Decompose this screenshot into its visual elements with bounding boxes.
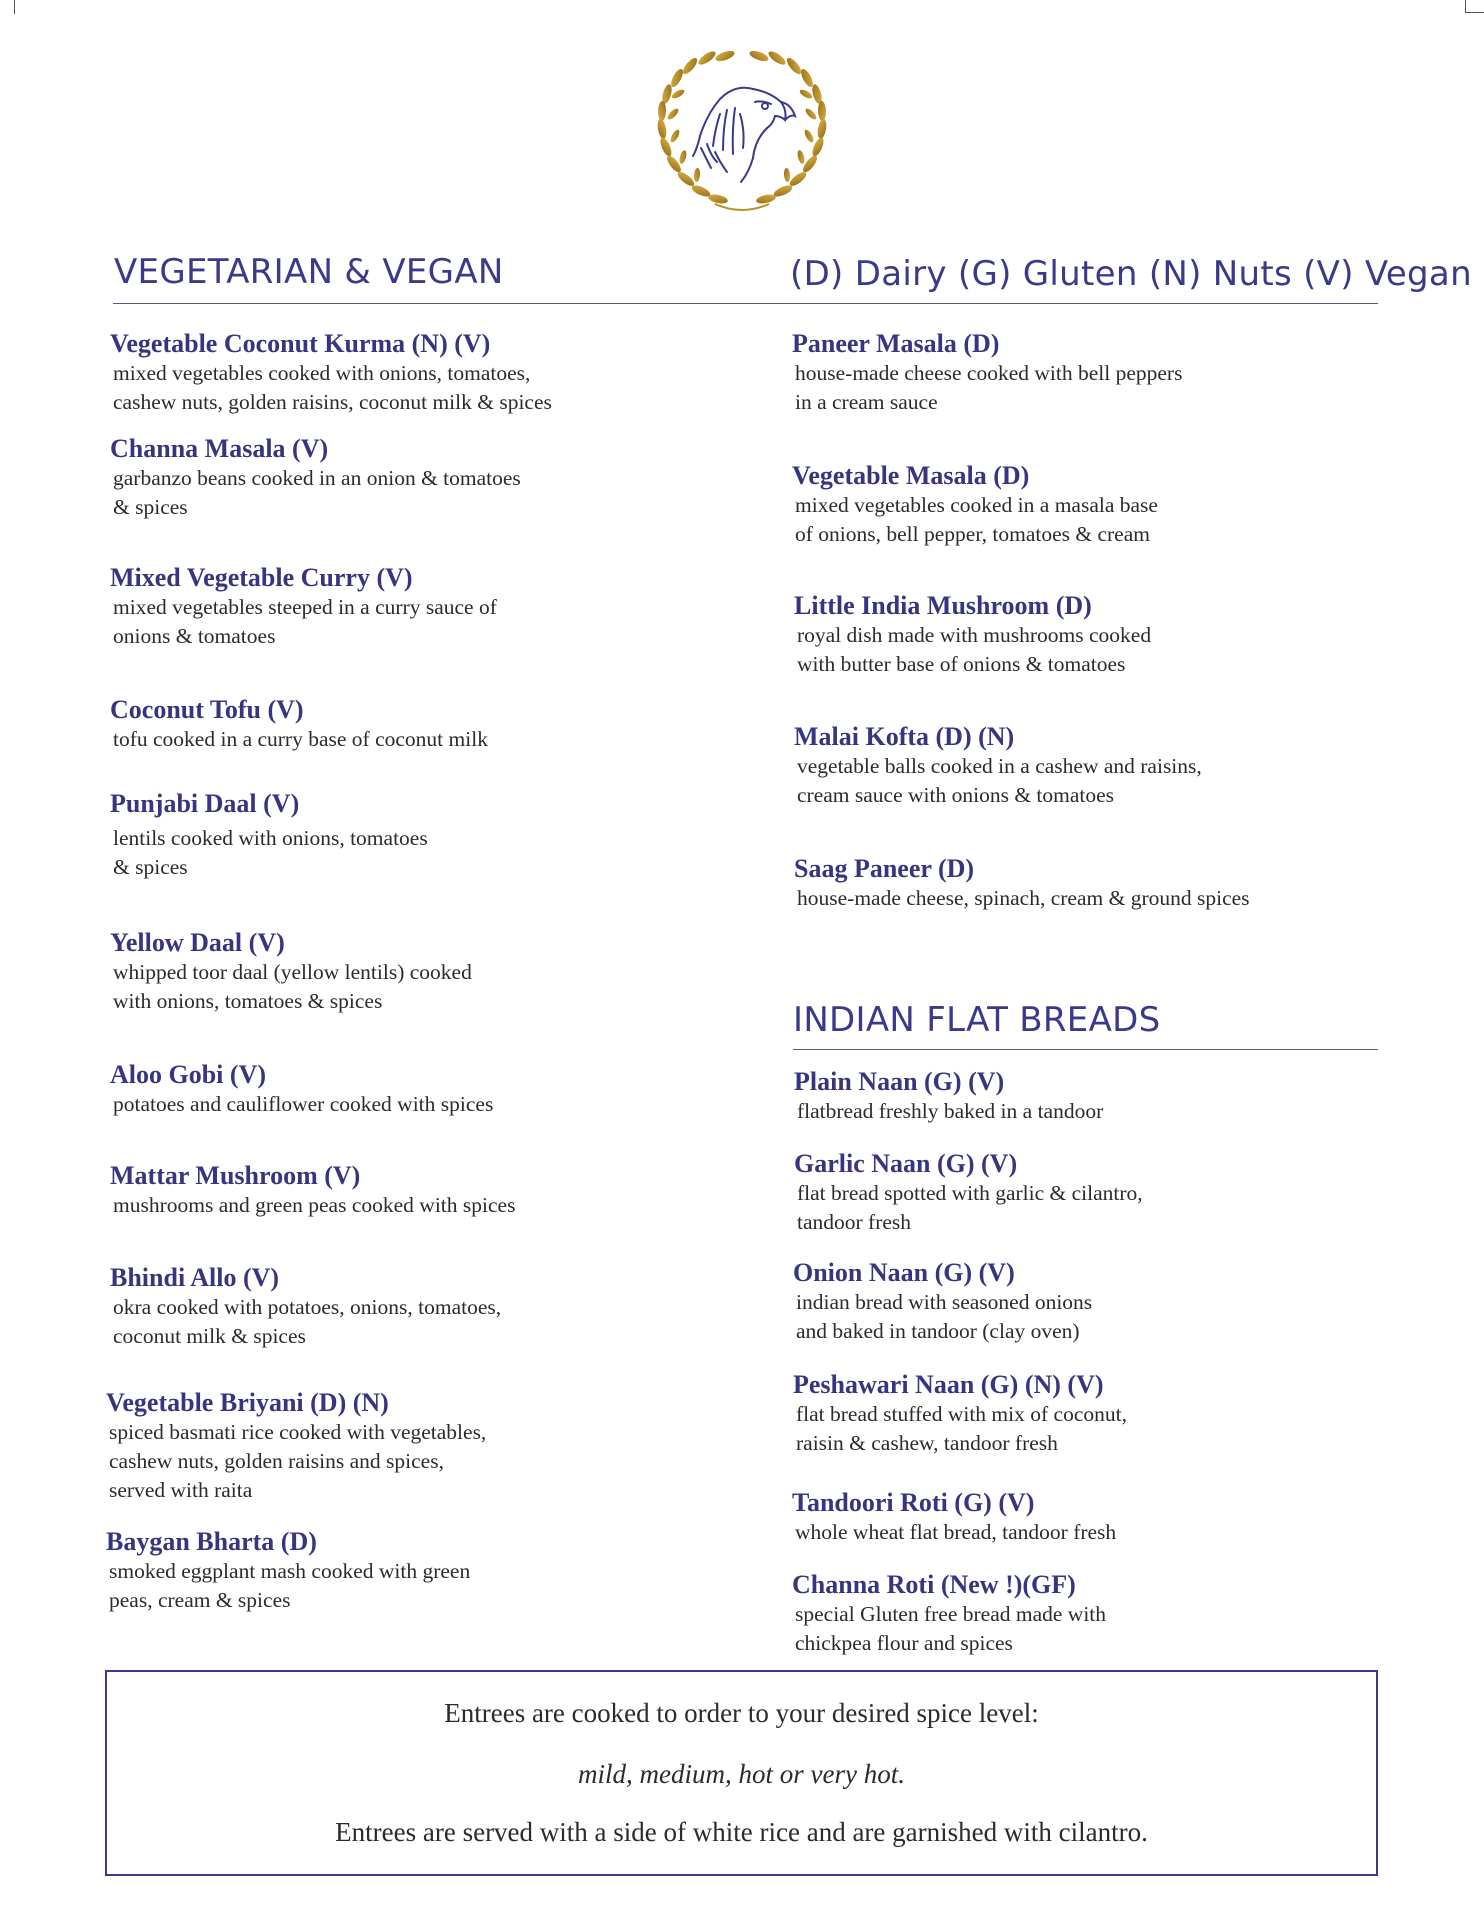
footer-line-rice: Entrees are served with a side of white rice and are garnished with cilantro. (335, 1817, 1148, 1847)
menu-item (794, 592, 1151, 679)
menu-item (794, 855, 1250, 913)
section-title-breads: INDIAN FLAT BREADS (793, 1000, 1161, 1040)
menu-item-description: house-made cheese, spinach, cream & ground spices (797, 886, 1250, 910)
menu-item-description: potatoes and cauliflower cooked with spices (113, 1092, 494, 1116)
menu-item (110, 1162, 515, 1220)
menu-item (792, 1489, 1116, 1547)
menu-item-name: Tandoori Roti (G) (V) (792, 1488, 1035, 1517)
menu-item-name: Punjabi Daal (V) (110, 789, 300, 818)
menu-item (110, 929, 472, 1016)
menu-item (793, 1259, 1092, 1346)
menu-item (792, 462, 1158, 549)
menu-item-description: vegetable balls cooked in a cashew and raisins, cream sauce with onions & tomatoes (797, 754, 1202, 807)
footer-line-levels: mild, medium, hot or very hot. (578, 1759, 905, 1789)
menu-item (110, 1264, 501, 1351)
menu-item-description: whole wheat flat bread, tandoor fresh (795, 1520, 1117, 1544)
footer-line-spice: Entrees are cooked to order to your desired spice level: (444, 1698, 1039, 1728)
menu-item (110, 790, 428, 882)
crop-mark-left (0, 0, 15, 14)
menu-item (110, 330, 552, 417)
menu-item-name: Aloo Gobi (V) (110, 1060, 266, 1089)
menu-item-name: Peshawari Naan (G) (N) (V) (793, 1370, 1104, 1399)
section-divider (113, 303, 1378, 304)
menu-item-description: mushrooms and green peas cooked with spices (113, 1193, 516, 1217)
menu-item-description: mixed vegetables steeped in a curry sauce of onions & tomatoes (113, 595, 497, 648)
menu-item (794, 1068, 1103, 1126)
menu-item-name: Yellow Daal (V) (110, 928, 285, 957)
eagle-laurel-icon (645, 44, 839, 224)
menu-item-name: Coconut Tofu (V) (110, 695, 304, 724)
menu-item (110, 696, 488, 754)
menu-item-description: house-made cheese cooked with bell peppers in a cream sauce (795, 361, 1183, 414)
menu-item-name: Garlic Naan (G) (V) (794, 1149, 1018, 1178)
menu-item (794, 1150, 1143, 1237)
menu-item-description: special Gluten free bread made with chickpea flour and spices (795, 1602, 1107, 1655)
crop-mark-right (1465, 0, 1484, 13)
menu-item-description: lentils cooked with onions, tomatoes & spices (113, 826, 428, 879)
menu-item (106, 1528, 470, 1615)
menu-item-description: garbanzo beans cooked in an onion & tomatoes & spices (113, 466, 521, 519)
menu-item (110, 435, 521, 522)
menu-item-name: Vegetable Masala (D) (792, 461, 1030, 490)
menu-item-name: Malai Kofta (D) (N) (794, 722, 1015, 751)
menu-item (110, 1061, 493, 1119)
menu-item-name: Vegetable Coconut Kurma (N) (V) (110, 329, 491, 358)
menu-item-name: Bhindi Allo (V) (110, 1263, 280, 1292)
menu-item-description: okra cooked with potatoes, onions, tomatoes, coconut milk & spices (113, 1295, 502, 1348)
menu-item-name: Vegetable Briyani (D) (N) (106, 1388, 389, 1417)
menu-item-description: mixed vegetables cooked in a masala base of onions, bell pepper, tomatoes & cream (795, 493, 1158, 546)
allergen-legend: (D) Dairy (G) Gluten (N) Nuts (V) Vegan (790, 254, 1472, 294)
section-divider (793, 1049, 1378, 1050)
menu-item-description: tofu cooked in a curry base of coconut milk (113, 727, 488, 751)
menu-item-description: whipped toor daal (yellow lentils) cooked with onions, tomatoes & spices (113, 960, 472, 1013)
menu-item (110, 564, 497, 651)
menu-item (793, 1371, 1127, 1458)
menu-item-description: spiced basmati rice cooked with vegetables, cashew nuts, golden raisins and spices, served with raita (109, 1420, 487, 1502)
menu-item-name: Little India Mushroom (D) (794, 591, 1092, 620)
menu-item-description: flat bread spotted with garlic & cilantro, tandoor fresh (797, 1181, 1143, 1234)
menu-item-description: smoked eggplant mash cooked with green peas, cream & spices (109, 1559, 471, 1612)
menu-item-name: Plain Naan (G) (V) (794, 1067, 1005, 1096)
section-title-vegetarian: VEGETARIAN & VEGAN (114, 252, 504, 292)
menu-item-name: Saag Paneer (D) (794, 854, 975, 883)
menu-item-description: royal dish made with mushrooms cooked with butter base of onions & tomatoes (797, 623, 1152, 676)
menu-item-name: Onion Naan (G) (V) (793, 1258, 1015, 1287)
menu-item-name: Baygan Bharta (D) (106, 1527, 317, 1556)
menu-item (792, 330, 1182, 417)
menu-item-name: Mixed Vegetable Curry (V) (110, 563, 413, 592)
menu-item-description: flat bread stuffed with mix of coconut, raisin & cashew, tandoor fresh (796, 1402, 1127, 1455)
spice-level-note (105, 1670, 1378, 1876)
menu-item-name: Mattar Mushroom (V) (110, 1161, 361, 1190)
menu-item-name: Paneer Masala (D) (792, 329, 1000, 358)
menu-item-name: Channa Masala (V) (110, 434, 329, 463)
menu-item-description: flatbread freshly baked in a tandoor (797, 1099, 1104, 1123)
menu-item-description: mixed vegetables cooked with onions, tomatoes, cashew nuts, golden raisins, coconut milk & spices (113, 361, 552, 414)
menu-item (106, 1389, 486, 1505)
menu-item (792, 1571, 1106, 1658)
menu-item-description: indian bread with seasoned onions and baked in tandoor (clay oven) (796, 1290, 1093, 1343)
menu-item-name: Channa Roti (New !)(GF) (792, 1570, 1076, 1599)
menu-item (794, 723, 1202, 810)
